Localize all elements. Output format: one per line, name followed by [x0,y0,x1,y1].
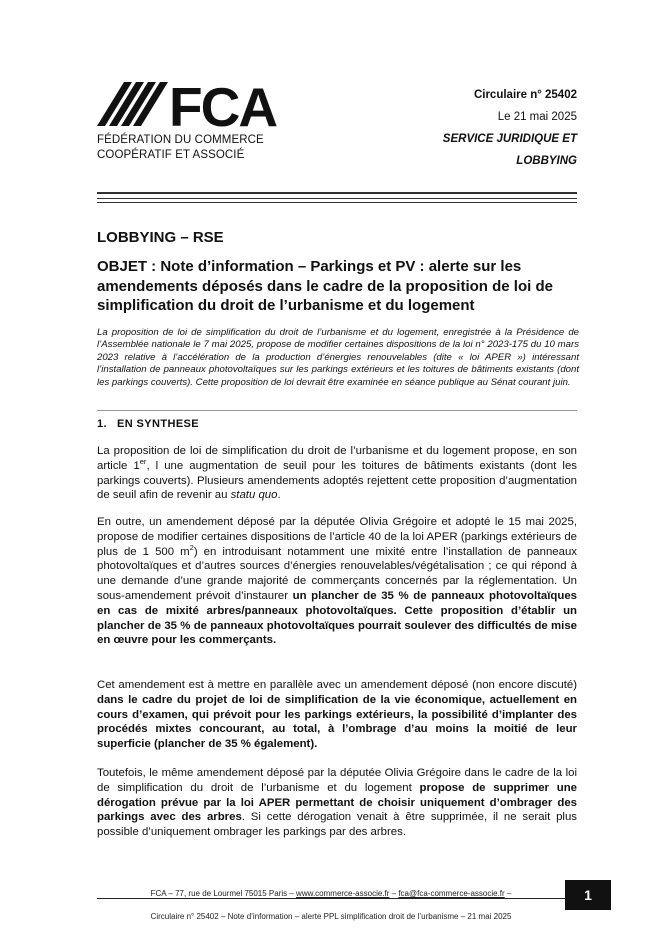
paragraph-2 [97,515,577,648]
footer-separator: – [389,889,399,898]
p4-bold: propose de supprimer une dérogation prévue par la loi APER permettant de choisir uniquement d’ombrager des parkings avec des arbres [97,781,577,824]
p3-bold: dans le cadre du projet de loi de simplification de la vie économique, actuellement en cours d’examen, qui prévoit pour les parkings extérieurs, la possibilité d’implanter des procédés mixtes concourant, au total, à l’ombrage d’au moins la moitié de leur superficie (plancher de 35 % également). [97,693,577,751]
service-line-1: SERVICE JURIDIQUE ET [442,133,577,145]
p4-text-c: . Si cette dérogation venait à être supprimée, il ne serait plus possible d’uniquement ombrager les parkings par des arbres. [97,811,577,839]
footer-website-link[interactable]: www.commerce-associe.fr [296,889,390,898]
p1-text-b: , l une augmentation de seuil pour les toitures de bâtiments existants (dont les parkings couverts). Plusieurs amendements adoptés rejettent cette proposition d’augmentation de seuil afin de revenir au [97,459,577,502]
footer-separator-2: – [504,889,512,898]
document-header-info [443,84,577,172]
section-heading-title: EN SYNTHESE [117,418,200,430]
fca-logo-mark [97,76,287,132]
document-subject: OBJET : Note d’information – Parkings et PV : alerte sur les amendements déposés dans le cadre de la proposition de loi de simplification du droit de l’urbanisme et du logement [97,258,553,314]
service-line-2: LOBBYING [516,155,577,167]
p2-superscript: 2 [189,542,194,552]
section-heading-number: 1. [97,418,107,430]
circulaire-date: Le 21 mai 2025 [497,111,577,123]
circulaire-number: Circulaire n° 25402 [473,89,577,101]
footer-email-link[interactable]: fca@fca-commerce-associe.fr [398,889,505,898]
header-rule-thick [97,192,577,194]
p1-text-a: La proposition de loi de simplification du droit de l’urbanisme et du logement propose, en son article 1 [97,445,577,472]
logo-line-1: FÉDÉRATION DU COMMERCE [97,134,264,146]
intro-summary: La proposition de loi de simplification du droit de l’urbanisme et du logement, enregistrée à la Présidence de l’Assemblée nationale le 7 mai 2025, propose de modifier certaines dispositions de la loi n° 2023-175 du 10 mars 2023 relative à l’accélération de la production d’énergies renouvelables (dite « loi APER ») intéressant l’installation de panneaux photovoltaïques sur les parkings extérieurs et les toitures de bâtiments existants (dont les parkings couverts). Cette proposition de loi devrait être examinée en séance publique au Sénat courant juin. [97,327,579,388]
p2-text-a: En outre, un amendement déposé par la députée Olivia Grégoire et adopté le 15 mai 2025, propose de modifier certaines dispositions de l’article 40 de la loi APER (parkings extérieurs de plus de 1 500 m [97,516,577,558]
paragraph-1 [97,444,577,503]
p1-text-d: . [277,489,281,502]
header-rule-thin-1 [97,198,577,199]
svg-text:FCA: FCA [169,76,277,132]
p1-italic: statu quo [230,489,278,502]
section-label: LOBBYING – RSE [97,229,224,246]
footer-address: FCA – 77, rue de Lourmel 75015 Paris – [150,889,297,898]
section-heading [97,418,199,430]
footer-reference: Circulaire n° 25402 – Note d’information – alerte PPL simplification droit de l’urbanisme – 21 mai 2025 [150,912,512,921]
header-rule-thin-2 [97,202,577,203]
footer-contact [97,889,565,898]
page-number: 1 [565,880,611,910]
p2-bold: un plancher de 35 % de panneaux photovoltaïques en cas de mixité arbres/panneaux photovoltaïques. Cette proposition d’établir un plancher de 35 % de panneaux photovoltaïques pourrait soulever des difficultés de mise en œuvre pour les commerçants. [97,589,577,647]
footer-rule [97,898,565,899]
intro-divider [97,410,577,411]
logo-line-2: COOPÉRATIF ET ASSOCIÉ [97,149,245,161]
fca-logo [97,76,287,166]
p4-text-a: Toutefois, le même amendement déposé par la députée Olivia Grégoire dans le cadre de la loi de simplification du droit de l’urbanisme et du logement [97,767,577,794]
p3-text-a: Cet amendement est à mettre en parallèle avec un amendement déposé (non encore discuté) [97,679,577,691]
paragraph-3 [97,678,577,752]
p1-superscript: er [139,457,147,466]
p2-text-b: ) en introduisant notamment une mixité entre l’installation de panneaux photovoltaïques et d’autres sources d’énergies renouvelables/végétalisation ; ce qui répond à une demande d’une grande majorité de commerçants concernés par la réglementation. Un sous-amendement prévoit d’instaurer [97,545,577,602]
paragraph-4 [97,766,577,840]
